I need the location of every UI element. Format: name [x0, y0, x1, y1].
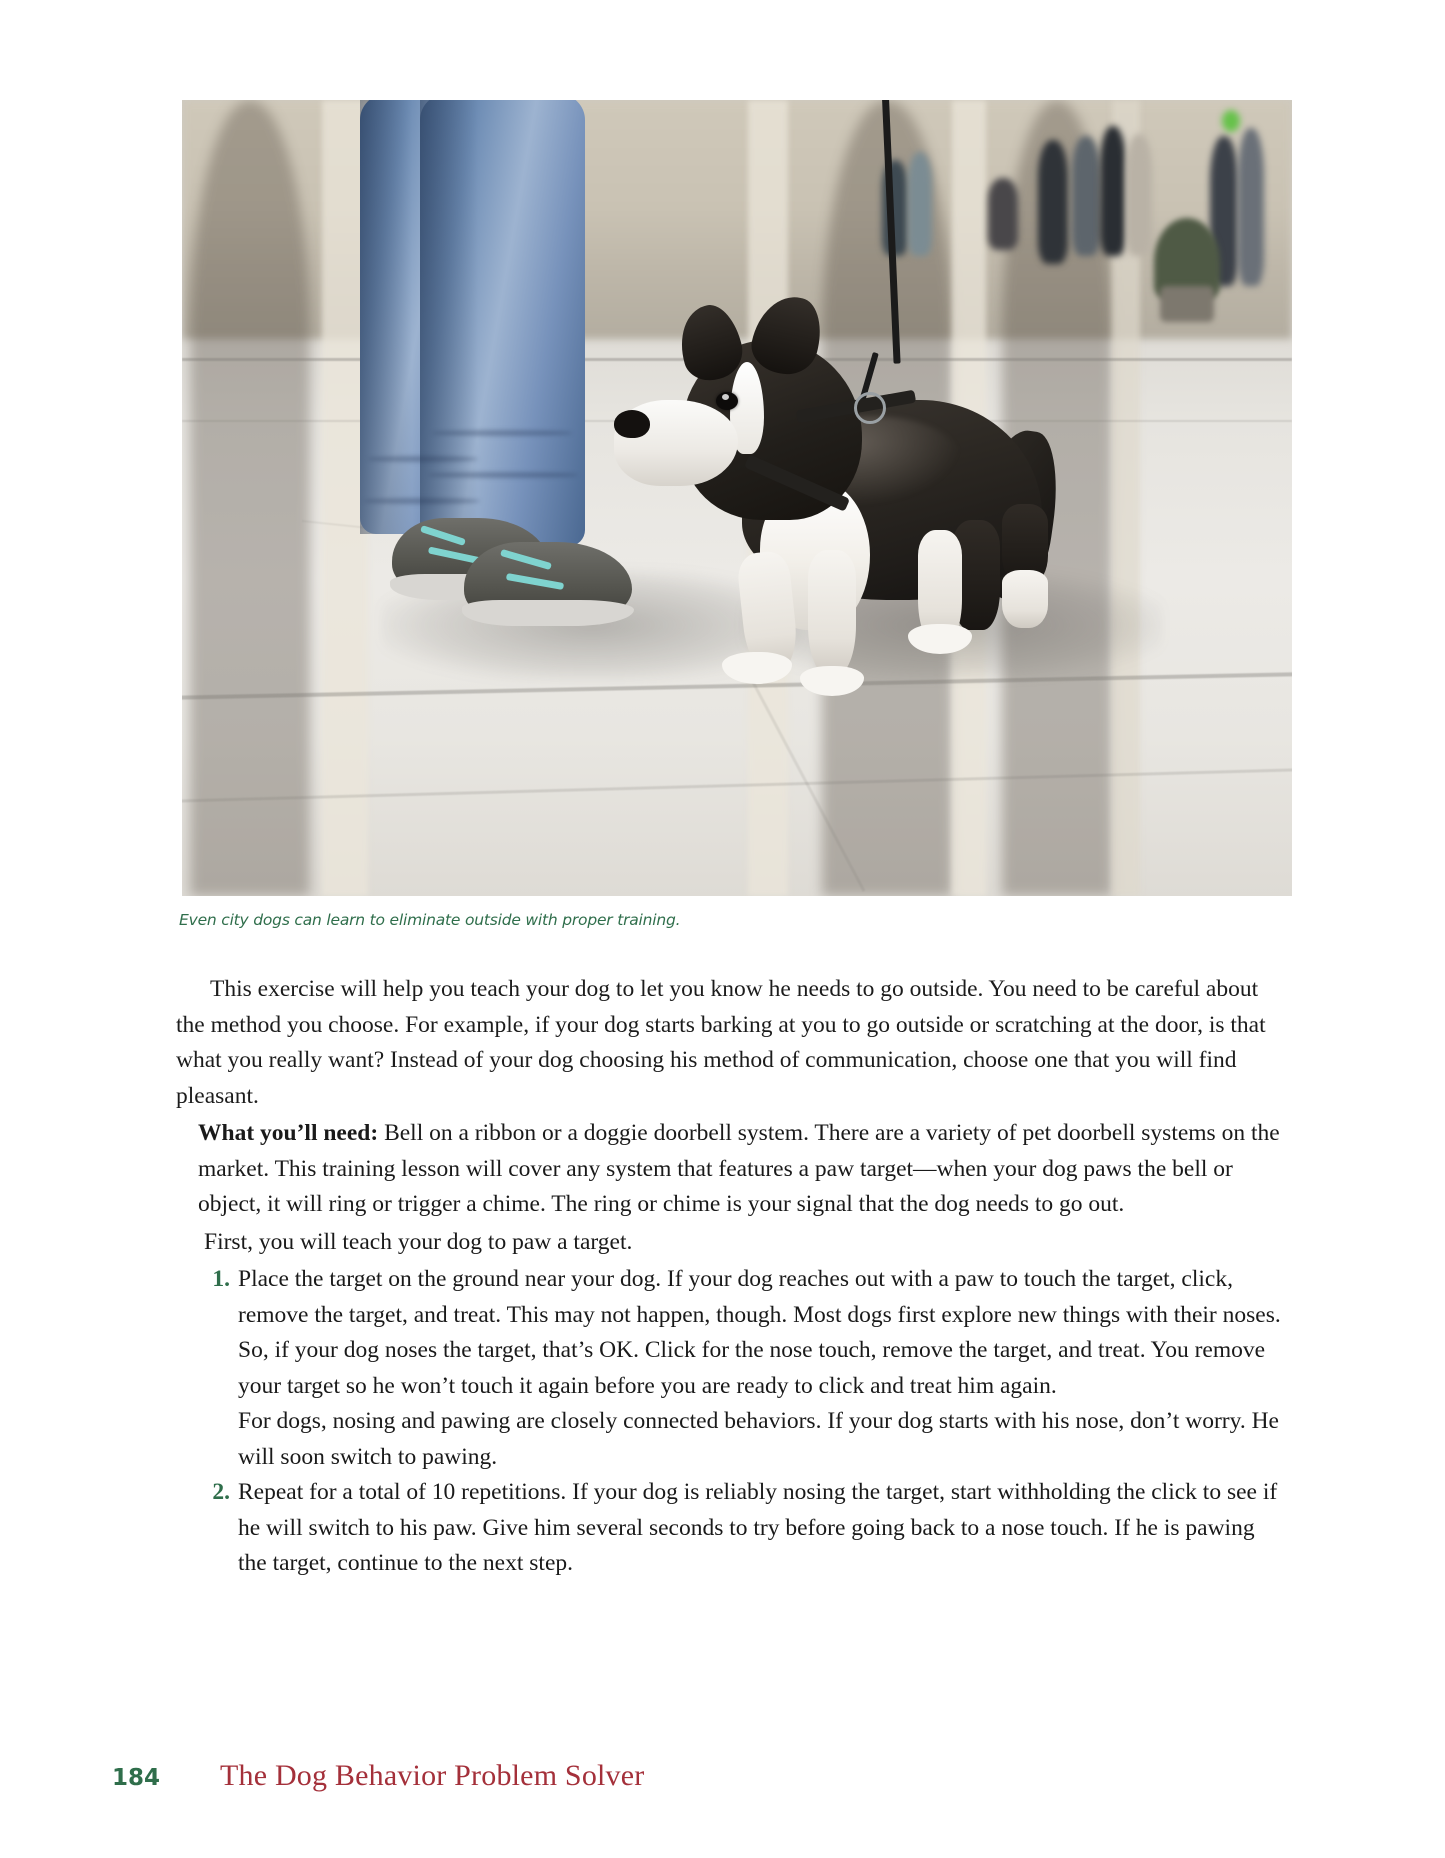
list-item: [176, 1262, 1289, 1475]
what-you-need-block: [176, 1116, 1289, 1223]
photo-canvas: [182, 100, 1292, 896]
what-you-need-paragraph: [198, 1116, 1289, 1223]
pedestrian-blur-7: [1126, 134, 1152, 256]
planter-pot: [1160, 286, 1214, 322]
leash-clip-ring: [854, 392, 886, 424]
person-left-leg-shade: [360, 100, 412, 534]
figure-caption: Even city dogs can learn to eliminate outside with proper training.: [179, 911, 681, 929]
running-title: The Dog Behavior Problem Solver: [220, 1759, 645, 1792]
jean-fold-3: [368, 456, 478, 462]
pedestrian-blur-5: [1072, 136, 1100, 256]
body-text-column: [176, 972, 1289, 1582]
jean-fold-4: [364, 498, 480, 504]
step-number: 2.: [212, 1479, 230, 1505]
facade-arch-left: [190, 100, 310, 896]
pedestrian-blur-2: [908, 152, 932, 256]
pedestrian-blur-9: [1238, 128, 1264, 286]
pedestrian-blur-4: [1038, 140, 1068, 264]
what-you-need-text: Bell on a ribbon or a doggie doorbell system. There are a variety of pet doorbell systems on the market. This training lesson will cover any system that features a paw target—when your dog paws the bell or object, it will ring or trigger a chime. The ring or chime is your signal that the dog needs to go out.: [198, 1120, 1280, 1217]
dog-front-leg-standing: [808, 550, 856, 676]
steps-list: [176, 1262, 1289, 1582]
step-paragraph: Repeat for a total of 10 repetitions. If your dog is reliably nosing the target, start withholding the click to see if he will switch to his paw. Give him several seconds to try before going back to a nose touch. If he is pawing the target, continue to the next step.: [238, 1479, 1278, 1576]
step-number: 1.: [212, 1266, 230, 1292]
what-you-need-label: What you’ll need:: [198, 1120, 379, 1146]
dog-eye-highlight: [722, 394, 729, 400]
jean-fold-2: [428, 472, 578, 478]
pedestrian-blur-10: [1222, 110, 1240, 132]
pedestrian-blur-3: [988, 178, 1018, 250]
shoe-right-sole: [462, 600, 634, 626]
pedestrian-blur-6: [1100, 126, 1126, 256]
first-step-lead-in: First, you will teach your dog to paw a target.: [204, 1228, 633, 1255]
page-footer: [112, 1759, 1312, 1805]
jean-fold-1: [432, 430, 572, 436]
figure-photo: [182, 100, 1292, 896]
step-paragraph-secondary: For dogs, nosing and pawing are closely connected behaviors. If your dog starts with his nose, don’t worry. He will soon switch to pawing.: [238, 1408, 1279, 1470]
page-number: 184: [112, 1765, 161, 1791]
step-paragraph: Place the target on the ground near your dog. If your dog reaches out with a paw to touch the target, click, remove the target, and treat. This may not happen, though. Most dogs first explore new things with their noses. So, if your dog noses the target, that’s OK. Click for the nose touch, remove the target, and treat. You remove your target so he won’t touch it again before you are ready to click and treat him again.: [238, 1266, 1281, 1399]
intro-paragraph: This exercise will help you teach your dog to let you know he needs to go outside. You need to be careful about the method you choose. For example, if your dog starts barking at you to go outside or scratching at the door, is that what you really want? Instead of your dog choosing his method of communication, choose one that you will find pleasant.: [176, 976, 1266, 1109]
list-item: [176, 1475, 1289, 1582]
dog-hind-foot-far: [1002, 570, 1048, 628]
person-right-leg-shade: [420, 100, 478, 546]
dog-nose: [614, 410, 650, 438]
